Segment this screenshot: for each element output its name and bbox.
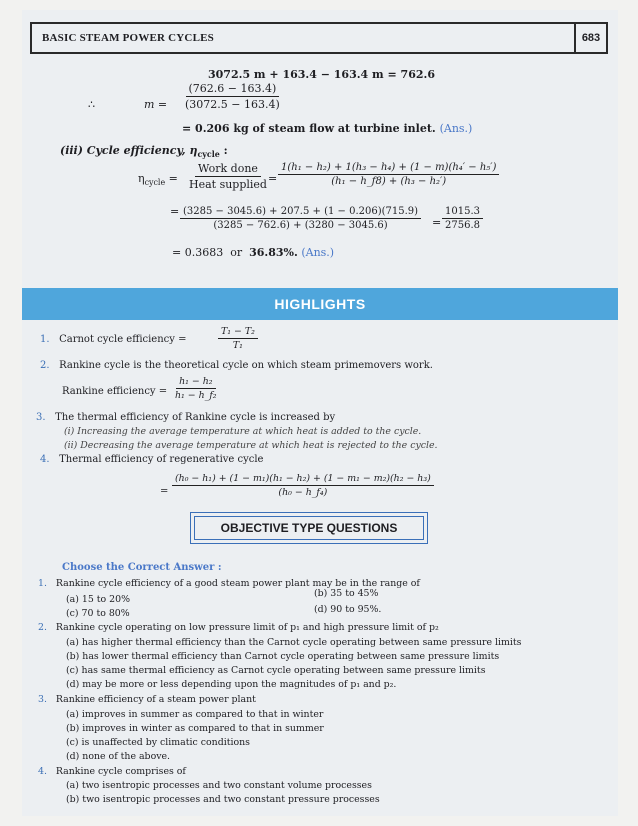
efficiency-percent: 36.83%.: [249, 246, 298, 259]
objective-title-text: OBJECTIVE TYPE QUESTIONS: [220, 521, 398, 535]
mass-fraction: [182, 82, 283, 111]
mass-fraction-numerator: (762.6 − 163.4): [186, 82, 280, 97]
highlight-text: Thermal efficiency of regenerative cycle: [59, 454, 264, 465]
q4-option-a: (a) two isentropic processes and two constant volume processes: [66, 780, 372, 791]
efficiency-heading: [60, 144, 228, 159]
highlight-3-sub-i: (i) Increasing the average temperature at which heat is added to the cycle.: [64, 426, 422, 437]
highlight-item-4: [40, 454, 263, 465]
question-text: Rankine efficiency of a steam power plant: [55, 694, 256, 705]
eta-sub: cycle: [144, 178, 166, 188]
enthalpy-formula-numerator: 1(h₁ − h₂) + 1(h₃ − h₄) + (1 − m)(h₄′ − h₅′): [278, 162, 499, 175]
question-text: Rankine cycle operating on low pressure limit of p₁ and high pressure limit of p₂: [55, 622, 439, 633]
eta-equals: =: [168, 172, 178, 185]
numeric-substitution-numerator: (3285 − 3045.6) + 207.5 + (1 − 0.206)(715.9): [180, 206, 421, 219]
mass-result-text: = 0.206 kg of steam flow at turbine inlet.: [182, 122, 436, 135]
mass-fraction-denominator: (3072.5 − 163.4): [185, 98, 280, 111]
eta-symbol: η: [138, 172, 145, 185]
rankine-efficiency-line: Rankine efficiency =: [62, 386, 168, 397]
rankine-denominator: h₁ − h_f₂: [175, 390, 217, 401]
efficiency-decimal: = 0.3683: [172, 246, 224, 259]
highlights-banner: HIGHLIGHTS: [22, 288, 618, 320]
q2-option-a: (a) has higher thermal efficiency than the Carnot cycle operating between same pressure limits: [66, 637, 522, 648]
heat-supplied-label: Heat supplied: [189, 178, 267, 191]
work-heat-fraction: [186, 162, 270, 191]
rankine-fraction: [172, 376, 220, 401]
carnot-fraction: [218, 326, 258, 351]
eta-cycle-label: [138, 172, 178, 187]
q2-option-d: (d) may be more or less depending upon the magnitudes of p₁ and p₂.: [66, 679, 397, 690]
therefore-symbol: ∴: [88, 98, 95, 111]
m-label: m =: [144, 98, 168, 111]
question-text: Rankine cycle comprises of: [55, 766, 186, 777]
highlight-number: 1.: [40, 334, 50, 345]
highlight-number: 3.: [36, 412, 46, 423]
q1-option-b: (b) 35 to 45%: [314, 588, 379, 599]
question-4: [38, 766, 186, 777]
equals-sign-3: =: [432, 216, 442, 229]
regenerative-equals: =: [160, 486, 169, 497]
highlight-3-sub-ii: (ii) Decreasing the average temperature at which heat is rejected to the cycle.: [64, 440, 438, 451]
highlight-text: The thermal efficiency of Rankine cycle is increased by: [55, 412, 336, 423]
efficiency-heading-text: (iii) Cycle efficiency, η: [60, 144, 198, 157]
question-number: 2.: [38, 622, 47, 633]
equals-sign-2: =: [170, 205, 180, 218]
chapter-title: BASIC STEAM POWER CYCLES: [42, 32, 214, 44]
carnot-denominator: T₁: [232, 340, 243, 351]
efficiency-heading-colon: :: [223, 144, 228, 157]
highlight-text: Carnot cycle efficiency =: [59, 334, 187, 345]
enthalpy-formula-denominator: (h₁ − h_f8) + (h₃ − h₂′): [331, 176, 447, 187]
regenerative-fraction: [172, 473, 434, 498]
heading-inner-border: [194, 516, 424, 540]
carnot-numerator: T₁ − T₂: [218, 326, 258, 339]
q1-option-a: (a) 15 to 20%: [66, 594, 131, 605]
q1-option-c: (c) 70 to 80%: [66, 608, 130, 619]
q1-option-d: (d) 90 to 95%.: [314, 604, 382, 615]
highlight-item-3: [36, 412, 335, 423]
regenerative-numerator: (h₀ − h₁) + (1 − m₁)(h₁ − h₂) + (1 − m₁ − m₂)(h₂ − h₃): [172, 473, 434, 486]
result-fraction: [442, 206, 483, 231]
efficiency-or: or: [230, 246, 243, 259]
question-2: [38, 622, 439, 633]
question-3: [38, 694, 256, 705]
enthalpy-formula-fraction: [278, 162, 499, 187]
question-number: 1.: [38, 578, 47, 589]
efficiency-result: [172, 246, 334, 259]
objective-questions-heading: [190, 512, 428, 544]
highlight-item-2: [40, 360, 433, 371]
rankine-numerator: h₁ − h₂: [176, 376, 215, 389]
q3-option-b: (b) improves in winter as compared to that in summer: [66, 723, 324, 734]
page-header: [30, 22, 608, 54]
numeric-substitution-denominator: (3285 − 762.6) + (3280 − 3045.6): [213, 220, 388, 231]
efficiency-heading-sub: cycle: [197, 150, 220, 160]
page-number: 683: [574, 22, 608, 54]
highlight-number: 4.: [40, 454, 50, 465]
mass-equation: 3072.5 m + 163.4 − 163.4 m = 762.6: [208, 68, 435, 81]
question-text: Rankine cycle efficiency of a good steam power plant may be in the range of: [55, 578, 420, 589]
question-number: 3.: [38, 694, 47, 705]
q4-option-b: (b) two isentropic processes and two constant pressure processes: [66, 794, 380, 805]
highlight-item-1: [40, 334, 186, 345]
highlight-number: 2.: [40, 360, 50, 371]
efficiency-ans-label: (Ans.): [301, 246, 335, 259]
q3-option-a: (a) improves in summer as compared to that in winter: [66, 709, 324, 720]
q2-option-c: (c) has same thermal efficiency as Carnot cycle operating between same pressure limits: [66, 665, 486, 676]
q3-option-d: (d) none of the above.: [66, 751, 171, 762]
equals-sign-1: =: [268, 172, 278, 185]
q3-option-c: (c) is unaffected by climatic conditions: [66, 737, 250, 748]
question-number: 4.: [38, 766, 47, 777]
result-fraction-numerator: 1015.3: [442, 206, 483, 219]
q2-option-b: (b) has lower thermal efficiency than Carnot cycle operating between same pressure limits: [66, 651, 500, 662]
mass-result: [182, 122, 472, 135]
regenerative-denominator: (h₀ − h_f₄): [278, 487, 328, 498]
work-done-label: Work done: [195, 162, 261, 177]
numeric-substitution-fraction: [180, 206, 421, 231]
choose-answer-instruction: Choose the Correct Answer :: [62, 562, 222, 573]
textbook-page: [22, 10, 618, 816]
mass-ans-label: (Ans.): [439, 122, 473, 135]
result-fraction-denominator: 2756.8: [445, 220, 480, 231]
highlight-text: Rankine cycle is the theoretical cycle on which steam primemovers work.: [59, 360, 433, 371]
